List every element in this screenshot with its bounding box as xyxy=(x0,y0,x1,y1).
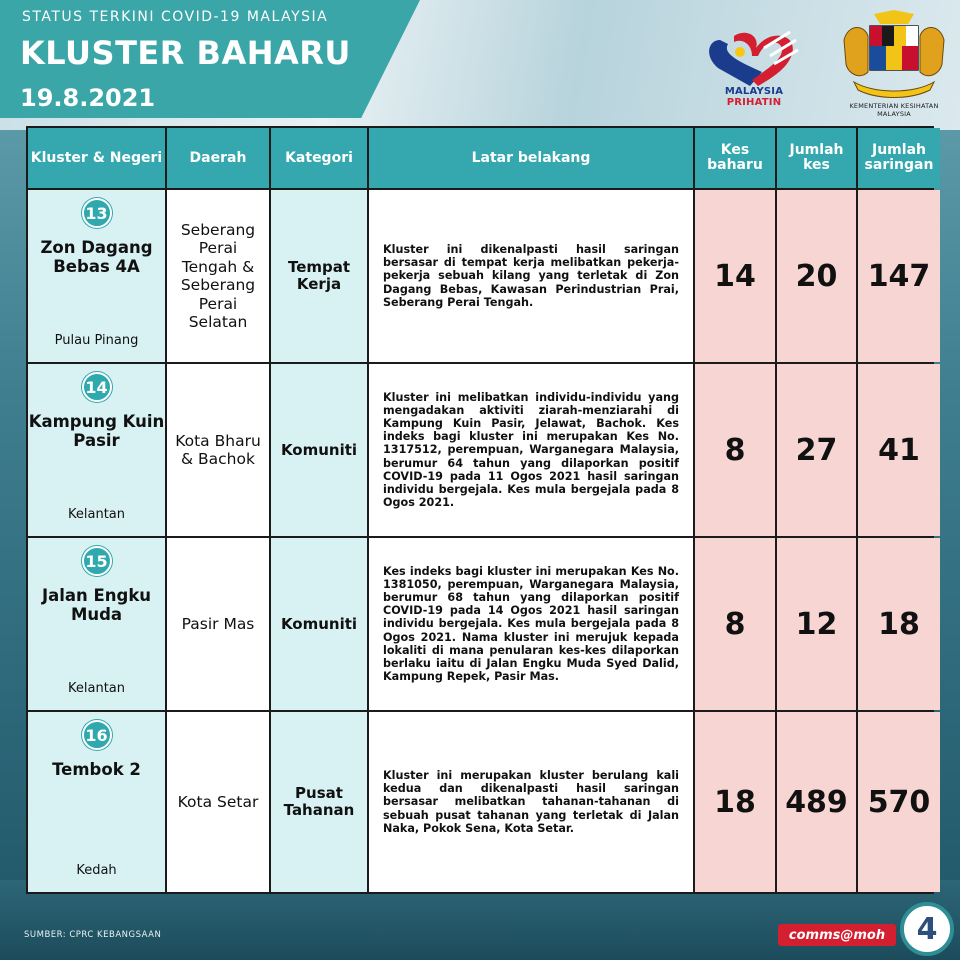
cluster-number-badge: 14 xyxy=(82,372,112,402)
prihatin-word-1: MALAYSIA xyxy=(724,86,784,97)
cluster-latar-text: Kluster ini dikenalpasti hasil saringan bersasar di tempat kerja melibatkan pekerja-pekerja sebuah kilang yang terletak di Zon Dagang Bebas, Kawasan Perindustrian Prai, Seberang Perai Tengah. xyxy=(383,242,679,309)
malaysia-coat-of-arms-icon xyxy=(834,10,954,102)
cluster-number-badge: 16 xyxy=(82,720,112,750)
page-date: 19.8.2021 xyxy=(20,84,156,112)
source-credit: SUMBER: CPRC KEBANGSAAN xyxy=(24,930,162,940)
cluster-latar xyxy=(369,190,693,362)
cluster-state: Pulau Pinang xyxy=(54,333,139,348)
cluster-state: Kelantan xyxy=(68,507,125,522)
cluster-latar xyxy=(369,364,693,536)
kkm-logo xyxy=(834,10,954,120)
table-row-kluster xyxy=(28,190,165,362)
cluster-number-badge: 13 xyxy=(82,198,112,228)
cluster-daerah: Kota Setar xyxy=(167,712,269,892)
cluster-daerah: Pasir Mas xyxy=(167,538,269,710)
header-jumlah-kes: Jumlah kes xyxy=(777,128,856,188)
cluster-latar xyxy=(369,712,693,892)
header-kategori: Kategori xyxy=(271,128,367,188)
header-jumlah-saringan: Jumlah saringan xyxy=(858,128,940,188)
cluster-table-grid xyxy=(28,128,932,892)
cluster-number-badge: 15 xyxy=(82,546,112,576)
comms-moh-badge: comms@moh xyxy=(778,924,896,946)
cluster-latar-text: Kluster ini melibatkan individu-individu yang mengadakan aktiviti ziarah-menziarahi di Kampung Kuin Pasir, Jelawat, Bachok. Kes indeks bagi kluster ini merupakan Kes No. 1317512, perempuan, Warganegara Malaysia, berumur 64 tahun yang dilaporkan positif COVID-19 pada 11 Ogos 2021 hasil saringan individu bergejala. Kes mula bergejala pada 8 Ogos 2021. xyxy=(383,390,679,510)
cluster-table xyxy=(26,126,934,894)
cluster-latar-text: Kluster ini merupakan kluster berulang kali kedua dan dikenalpasti hasil saringan bersasar melibatkan tahanan-tahanan di sebuah pusat tahanan yang terletak di Jalan Naka, Pokok Sena, Kota Setar. xyxy=(383,768,679,835)
page-title: KLUSTER BAHARU xyxy=(20,34,351,72)
cluster-kes-baharu: 8 xyxy=(695,364,775,536)
cluster-kes-baharu: 18 xyxy=(695,712,775,892)
header-kluster: Kluster & Negeri xyxy=(28,128,165,188)
cluster-jumlah-saringan: 570 xyxy=(858,712,940,892)
cluster-jumlah-saringan: 147 xyxy=(858,190,940,362)
cluster-kategori: Komuniti xyxy=(271,364,367,536)
table-row-kluster xyxy=(28,712,165,892)
header-latar: Latar belakang xyxy=(369,128,693,188)
cluster-daerah: Kota Bharu & Bachok xyxy=(167,364,269,536)
header-kes-baharu: Kes baharu xyxy=(695,128,775,188)
cluster-jumlah-saringan: 41 xyxy=(858,364,940,536)
cluster-jumlah-kes: 27 xyxy=(777,364,856,536)
cluster-kategori: Pusat Tahanan xyxy=(271,712,367,892)
cluster-jumlah-kes: 12 xyxy=(777,538,856,710)
cluster-name: Zon Dagang Bebas 4A xyxy=(40,238,153,276)
cluster-state: Kelantan xyxy=(68,681,125,696)
cluster-latar xyxy=(369,538,693,710)
prihatin-word-2: PRIHATIN xyxy=(726,97,782,108)
prihatin-heart-icon xyxy=(700,22,808,88)
cluster-name: Tembok 2 xyxy=(52,760,141,779)
cluster-jumlah-kes: 20 xyxy=(777,190,856,362)
malaysia-prihatin-logo xyxy=(700,22,808,110)
page-number: 4 xyxy=(900,902,954,956)
cluster-latar-text: Kes indeks bagi kluster ini merupakan Kes No. 1381050, perempuan, Warganegara Malaysia, berumur 68 tahun yang dilaporkan positif COVID-19 pada 14 Ogos 2021 hasil saringan individu bergejala. Kes mula bergejala pada 8 Ogos 2021. Nama kluster ini merujuk kepada lokaliti di mana penularan kes-kes dilaporkan berlaku iaitu di Jalan Engku Muda Syed Dalid, Kampung Repek, Pasir Mas. xyxy=(383,564,679,684)
cluster-state: Kedah xyxy=(76,863,117,878)
cluster-kes-baharu: 14 xyxy=(695,190,775,362)
cluster-kes-baharu: 8 xyxy=(695,538,775,710)
cluster-kategori: Tempat Kerja xyxy=(271,190,367,362)
cluster-daerah: Seberang Perai Tengah & Seberang Perai Selatan xyxy=(167,190,269,362)
cluster-name: Jalan Engku Muda xyxy=(41,586,152,624)
table-row-kluster xyxy=(28,538,165,710)
cluster-name: Kampung Kuin Pasir xyxy=(28,412,165,450)
header-subtitle: STATUS TERKINI COVID-19 MALAYSIA xyxy=(22,9,329,25)
cluster-jumlah-kes: 489 xyxy=(777,712,856,892)
cluster-kategori: Komuniti xyxy=(271,538,367,710)
cluster-jumlah-saringan: 18 xyxy=(858,538,940,710)
header-daerah: Daerah xyxy=(167,128,269,188)
prihatin-wordmark xyxy=(700,86,808,108)
table-row-kluster xyxy=(28,364,165,536)
kkm-wordmark: KEMENTERIAN KESIHATAN MALAYSIA xyxy=(849,102,939,118)
